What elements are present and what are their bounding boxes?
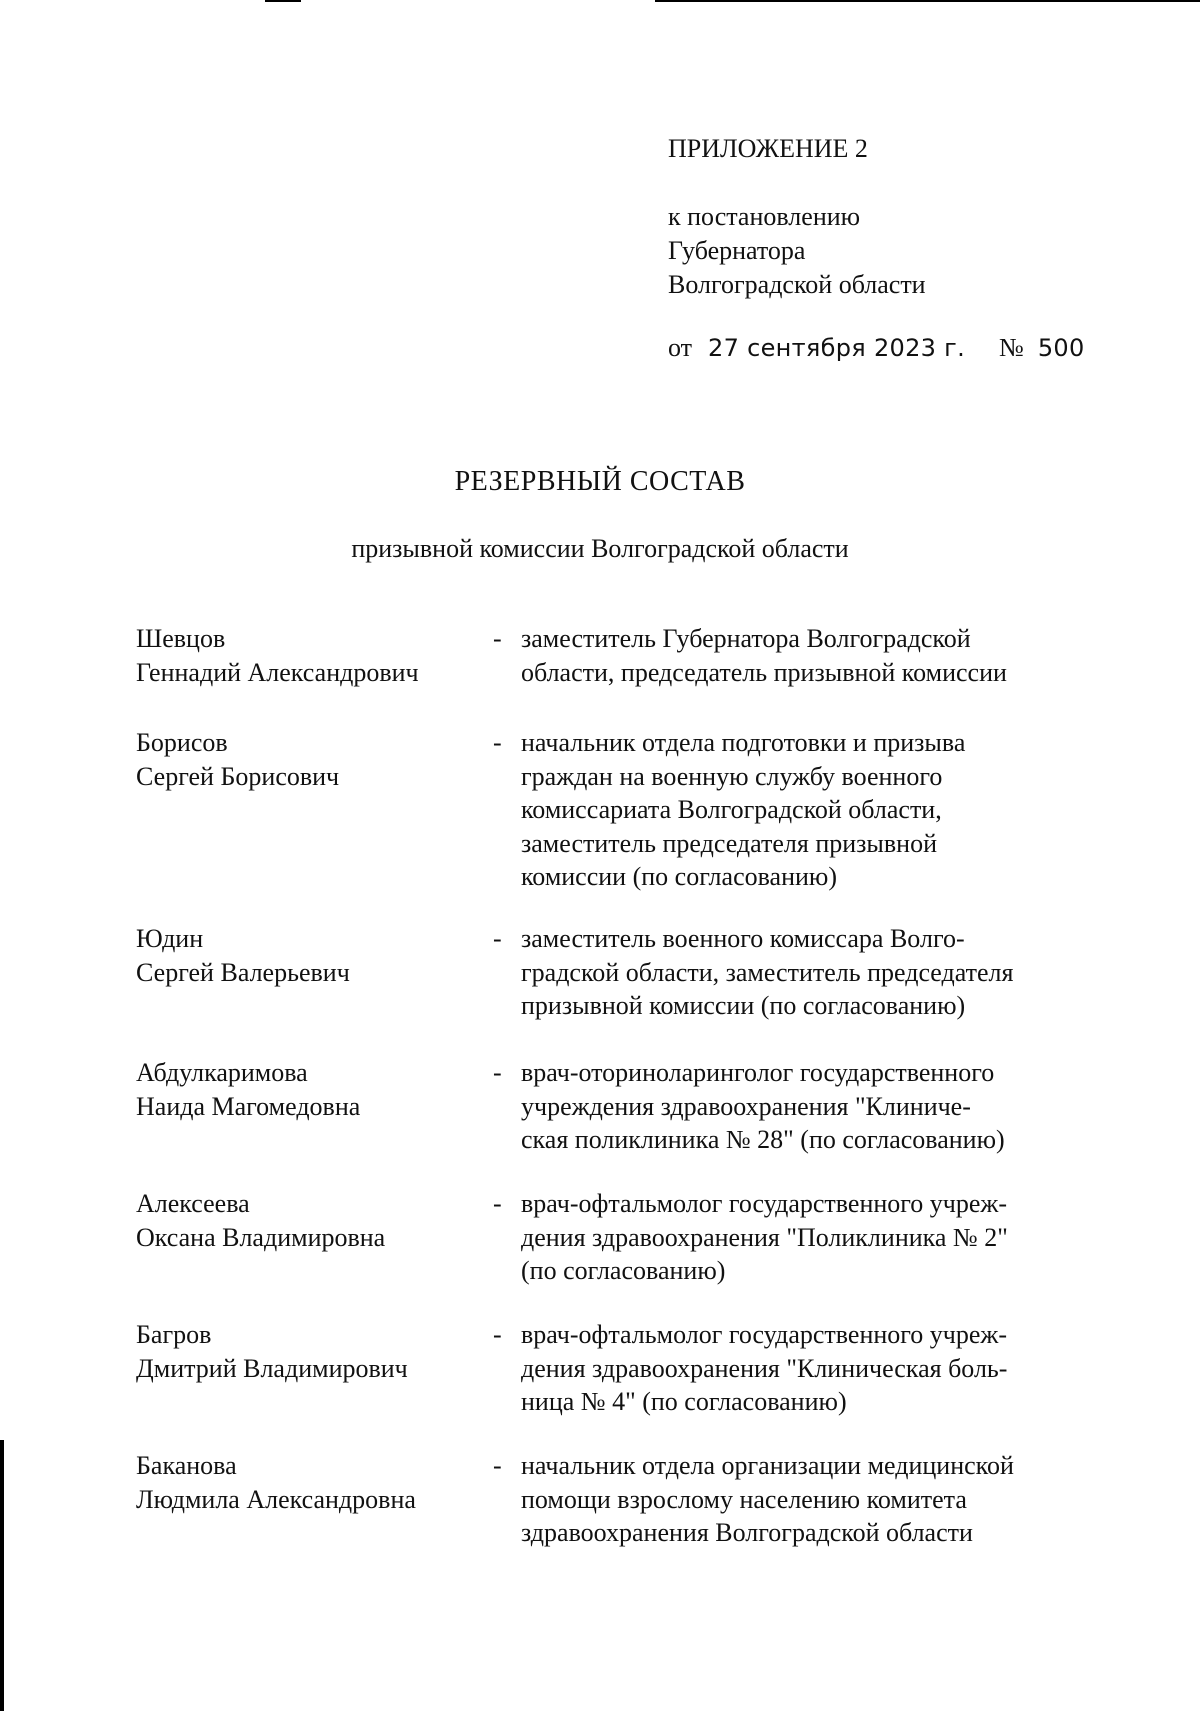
- member-dash: -: [493, 1189, 502, 1218]
- member-surname: Борисов: [136, 728, 228, 757]
- member-dash: -: [493, 728, 502, 757]
- member-name: [136, 1056, 360, 1123]
- role-line: заместитель Губернатора Волгоградской: [521, 624, 971, 653]
- scan-artifact-top-tick: [265, 0, 301, 2]
- decree-number-label: №: [999, 333, 1024, 362]
- member-name: [136, 622, 419, 689]
- role-line: начальник отдела подготовки и призыва: [521, 728, 966, 757]
- member-role: [521, 1056, 1067, 1157]
- document-title: РЕЗЕРВНЫЙ СОСТАВ: [454, 466, 746, 497]
- member-name: [136, 726, 339, 793]
- member-given-names: Дмитрий Владимирович: [136, 1353, 408, 1383]
- role-line: призывной комиссии (по согласованию): [521, 991, 966, 1020]
- addressee-line-1: к постановлению: [668, 202, 861, 231]
- member-name: [136, 1318, 408, 1385]
- member-name: [136, 922, 350, 989]
- decree-reference: [668, 333, 1085, 363]
- role-line: дения здравоохранения "Поликлиника № 2": [521, 1222, 1008, 1252]
- role-line: помощи взрослому населению комитета: [521, 1484, 967, 1514]
- member-surname: Шевцов: [136, 624, 226, 653]
- role-line: области, председатель призывной комиссии: [521, 657, 1007, 687]
- member-dash: -: [493, 1058, 502, 1087]
- member-given-names: Сергей Борисович: [136, 761, 340, 791]
- member-surname: Юдин: [136, 924, 204, 953]
- role-line: комиссии (по согласованию): [521, 862, 837, 891]
- member-dash: -: [493, 1320, 502, 1349]
- member-role: [521, 622, 1067, 689]
- appendix-label: ПРИЛОЖЕНИЕ 2: [668, 134, 868, 163]
- member-given-names: Оксана Владимировна: [136, 1222, 386, 1252]
- member-role: [521, 726, 1067, 894]
- member-role: [521, 922, 1067, 1023]
- role-line: дения здравоохранения "Клиническая боль-: [521, 1353, 1008, 1383]
- role-line: врач-офтальмолог государственного учреж-: [521, 1320, 1008, 1349]
- role-line: учреждения здравоохранения "Клиниче-: [521, 1091, 971, 1121]
- member-role: [521, 1449, 1067, 1550]
- addressee-line-3: Волгоградской области: [668, 270, 926, 299]
- role-line: (по согласованию): [521, 1256, 726, 1285]
- role-line: здравоохранения Волгоградской области: [521, 1518, 973, 1547]
- addressee-line-2: Губернатора: [668, 236, 806, 265]
- role-line: начальник отдела организации медицинской: [521, 1451, 1014, 1480]
- member-given-names: Сергей Валерьевич: [136, 957, 350, 987]
- decree-number: 500: [1037, 334, 1085, 362]
- decree-date: 27 сентября 2023 г.: [708, 334, 966, 362]
- role-line: ская поликлиника № 28" (по согласованию): [521, 1125, 1005, 1154]
- member-name: [136, 1449, 416, 1516]
- document-subtitle: призывной комиссии Волгоградской области: [351, 534, 849, 563]
- member-dash: -: [493, 1451, 502, 1480]
- decree-from-label: от: [668, 333, 693, 362]
- scan-artifact-left-bar: [0, 1440, 4, 1711]
- appendix-addressee: [668, 200, 926, 302]
- member-given-names: Наида Магомедовна: [136, 1091, 361, 1121]
- role-line: врач-офтальмолог государственного учреж-: [521, 1189, 1008, 1218]
- member-surname: Баканова: [136, 1451, 237, 1480]
- member-name: [136, 1187, 385, 1254]
- member-dash: -: [493, 924, 502, 953]
- role-line: врач-оториноларинголог государственного: [521, 1058, 995, 1087]
- member-surname: Алексеева: [136, 1189, 250, 1218]
- member-surname: Багров: [136, 1320, 212, 1349]
- role-line: заместитель председателя призывной: [521, 828, 937, 858]
- member-role: [521, 1187, 1067, 1288]
- member-dash: -: [493, 624, 502, 653]
- role-line: заместитель военного комиссара Волго-: [521, 924, 965, 953]
- scan-artifact-top-line: [655, 0, 1200, 2]
- role-line: градской области, заместитель председателя: [521, 957, 1014, 987]
- member-given-names: Людмила Александровна: [136, 1484, 416, 1514]
- member-role: [521, 1318, 1067, 1419]
- role-line: ница № 4" (по согласованию): [521, 1387, 847, 1416]
- role-line: комиссариата Волгоградской области,: [521, 795, 942, 824]
- role-line: граждан на военную службу военного: [521, 761, 943, 791]
- member-surname: Абдулкаримова: [136, 1058, 308, 1087]
- member-given-names: Геннадий Александрович: [136, 657, 419, 687]
